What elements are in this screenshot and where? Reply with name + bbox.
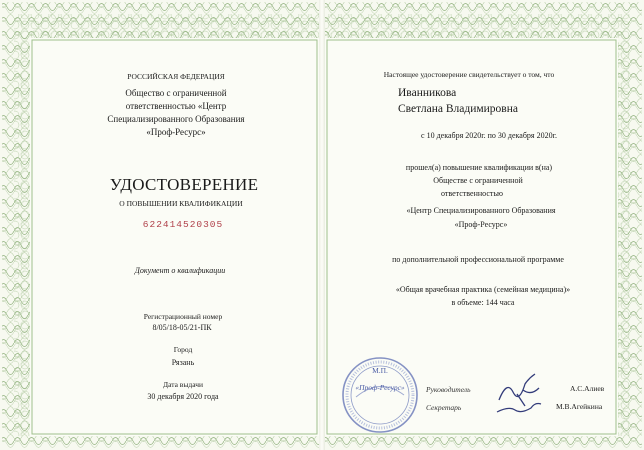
- center-fold: [319, 0, 325, 450]
- head-name: А.С.Алиев: [570, 384, 605, 393]
- country-label: РОССИЙСКАЯ ФЕДЕРАЦИЯ: [127, 72, 225, 81]
- recipient-surname: Иванникова: [398, 87, 457, 99]
- reg-number-label: Регистрационный номер: [143, 312, 223, 321]
- certificate-subtitle: О ПОВЫШЕНИИ КВАЛИФИКАЦИИ: [119, 199, 243, 208]
- head-label: Руководитель: [426, 385, 471, 394]
- org-line-2: ответственностью «Центр: [125, 101, 227, 111]
- city-value: Рязань: [171, 358, 195, 367]
- stamp-name: «Проф-Ресурс»: [355, 383, 405, 392]
- org-line-3: Специализированного Образования: [107, 114, 245, 124]
- city-label: Город: [173, 345, 193, 354]
- reg-number: 8/05/18-05/21-ПК: [152, 323, 212, 332]
- program-label: по дополнительной профессиональной программе: [392, 255, 564, 264]
- passed-text: прошел(а) повышение квалификации в(на): [405, 163, 553, 172]
- org-line-1: Общество с ограниченной: [125, 88, 227, 98]
- secretary-name: М.В.Агейкина: [556, 402, 603, 411]
- issue-date-label: Дата выдачи: [162, 380, 204, 389]
- org-line-4: «Проф-Ресурс»: [146, 127, 206, 137]
- certificate-number: 622414520305: [142, 219, 224, 230]
- document-type: Документ о квалификации: [134, 266, 226, 275]
- org-line-r2: ответственностью: [440, 189, 504, 198]
- intro-text: Настоящее удостоверение свидетельствует о том, что: [383, 70, 555, 79]
- head-signature: [495, 370, 543, 414]
- stamp-mp: М.П.: [372, 366, 388, 375]
- program-volume: в объеме: 144 часа: [451, 298, 515, 307]
- issue-date: 30 декабря 2020 года: [147, 392, 219, 401]
- recipient-name: Светлана Владимировна: [398, 103, 518, 115]
- secretary-label: Секретарь: [426, 403, 462, 412]
- org-line-r1: Обществе с ограниченной: [433, 176, 523, 185]
- org-line-r4: «Проф-Ресурс»: [454, 220, 508, 229]
- org-line-r3: «Центр Специализированного Образования: [406, 206, 556, 215]
- program-name: «Общая врачебная практика (семейная медицина)»: [395, 285, 571, 294]
- certificate-title: УДОСТОВЕРЕНИЕ: [109, 175, 259, 194]
- training-period: с 10 декабря 2020г. по 30 декабря 2020г.: [421, 131, 557, 140]
